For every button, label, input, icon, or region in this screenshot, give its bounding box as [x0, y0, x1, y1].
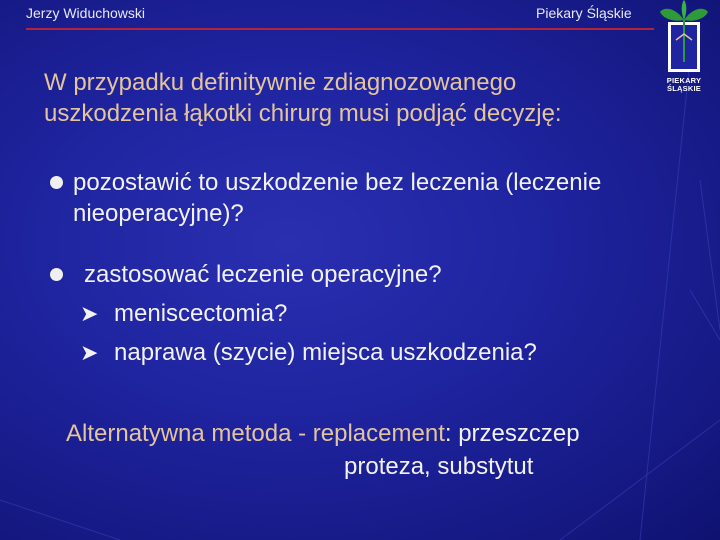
sub-item-2: naprawa (szycie) miejsca uszkodzenia? [114, 339, 537, 366]
sub-item-1: meniscectomia? [114, 300, 288, 327]
alternative-highlight: Alternatywna metoda - replacement [66, 420, 445, 447]
logo-label-line1: PIEKARY [666, 76, 702, 85]
alternative-line2: proteza, substytut [344, 453, 534, 480]
logo-label-line2: ŚLĄSKIE [667, 84, 701, 93]
alternative-rest: : przeszczep [444, 420, 580, 447]
bullet-1-line1: pozostawić to uszkodzenie bez leczenia (leczenie [73, 169, 602, 196]
bullet-1-line2: nieoperacyjne)? [73, 200, 244, 227]
bullet-dot [50, 176, 63, 189]
slide-title-line2: uszkodzenia łąkotki chirurg musi podjąć decyzję: [44, 100, 562, 127]
arrow-right-icon: ➤ [80, 340, 99, 365]
header-author: Jerzy Widuchowski [26, 5, 146, 21]
header-divider [26, 28, 654, 30]
slide-title [44, 67, 644, 129]
arrow-right-icon: ➤ [80, 301, 99, 326]
header-location: Piekary Śląskie [536, 5, 632, 21]
bullet-2-line1: zastosować leczenie operacyjne? [84, 261, 442, 288]
bullet-dot [50, 268, 63, 281]
bullet-1-text [73, 167, 601, 229]
slide-title-line1: W przypadku definitywnie zdiagnozowanego [44, 69, 517, 96]
alternative-line1 [66, 418, 580, 449]
